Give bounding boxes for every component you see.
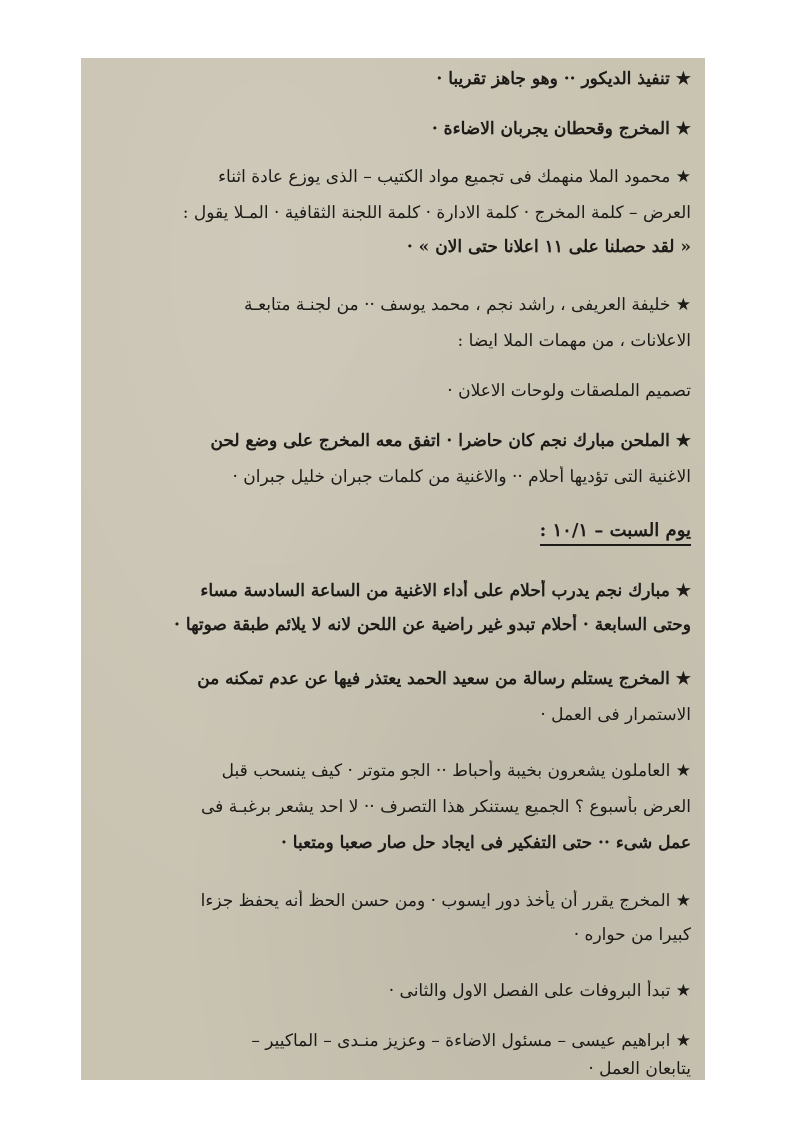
text-line: الاغنية التى تؤديها أحلام ·· والاغنية من كلمات جبران خليل جبران · bbox=[232, 467, 691, 487]
text-line: ★ العاملون يشعرون بخيبة وأحباط ·· الجو متوتر · كيف ينسحب قبل bbox=[221, 761, 691, 781]
text-line: الاستمرار فى العمل · bbox=[540, 705, 691, 725]
text-line: العرض – كلمة المخرج · كلمة الادارة · كلمة اللجنة الثقافية · المـلا يقول : bbox=[182, 203, 691, 223]
text-line: ★ مبارك نجم يدرب أحلام على أداء الاغنية من الساعة السادسة مساء bbox=[200, 581, 691, 601]
text-line: « لقد حصلنا على ١١ اعلانا حتى الان » · bbox=[406, 237, 691, 257]
text-line: ★ تنفيذ الديكور ·· وهو جاهز تقريبا · bbox=[436, 69, 691, 89]
text-line: يتابعان العمل · bbox=[588, 1059, 691, 1079]
text-line: ★ خليفة العريفى ، راشد نجم ، محمد يوسف ·· من لجنـة متابعـة bbox=[243, 295, 691, 315]
text-line: عمل شىء ·· حتى التفكير فى ايجاد حل صار صعبا ومتعبا · bbox=[280, 833, 691, 853]
text-line: ★ ابراهيم عيسى – مسئول الاضاءة – وعزيز منـدى – الماكيير – bbox=[251, 1031, 691, 1051]
text-line: تصميم الملصقات ولوحات الاعلان · bbox=[447, 381, 691, 401]
section-heading-line bbox=[91, 520, 691, 546]
text-line: ★ المخرج يستلم رسالة من سعيد الحمد يعتذر فيها عن عدم تمكنه من bbox=[197, 669, 691, 689]
text-line: كبيرا من حواره · bbox=[573, 925, 691, 945]
page-text bbox=[91, 58, 691, 1080]
text-line: ★ الملحن مبارك نجم كان حاضرا · اتفق معه المخرج على وضع لحن bbox=[210, 431, 691, 451]
scanned-page bbox=[81, 58, 705, 1080]
text-line: وحتى السابعة · أحلام تبدو غير راضية عن اللحن لانه لا يلائم طبقة صوتها · bbox=[174, 615, 691, 635]
text-line: الاعلانات ، من مهمات الملا ايضا : bbox=[457, 331, 691, 351]
section-heading: يوم السبت – ١٠/١ : bbox=[540, 520, 691, 546]
text-line: العرض بأسبوع ؟ الجميع يستنكر هذا التصرف ·· لا احد يشعر برغبـة فى bbox=[201, 797, 691, 817]
text-line: ★ المخرج يقرر أن يأخذ دور ايسوب · ومن حسن الحظ أنه يحفظ جزءا bbox=[200, 891, 691, 911]
text-line: ★ تبدأ البروفات على الفصل الاول والثانى · bbox=[388, 981, 691, 1001]
text-line: ★ محمود الملا منهمك فى تجميع مواد الكتيب – الذى يوزع عادة اثناء bbox=[218, 167, 691, 187]
text-line: ★ المخرج وقحطان يجربان الاضاءة · bbox=[431, 119, 691, 139]
